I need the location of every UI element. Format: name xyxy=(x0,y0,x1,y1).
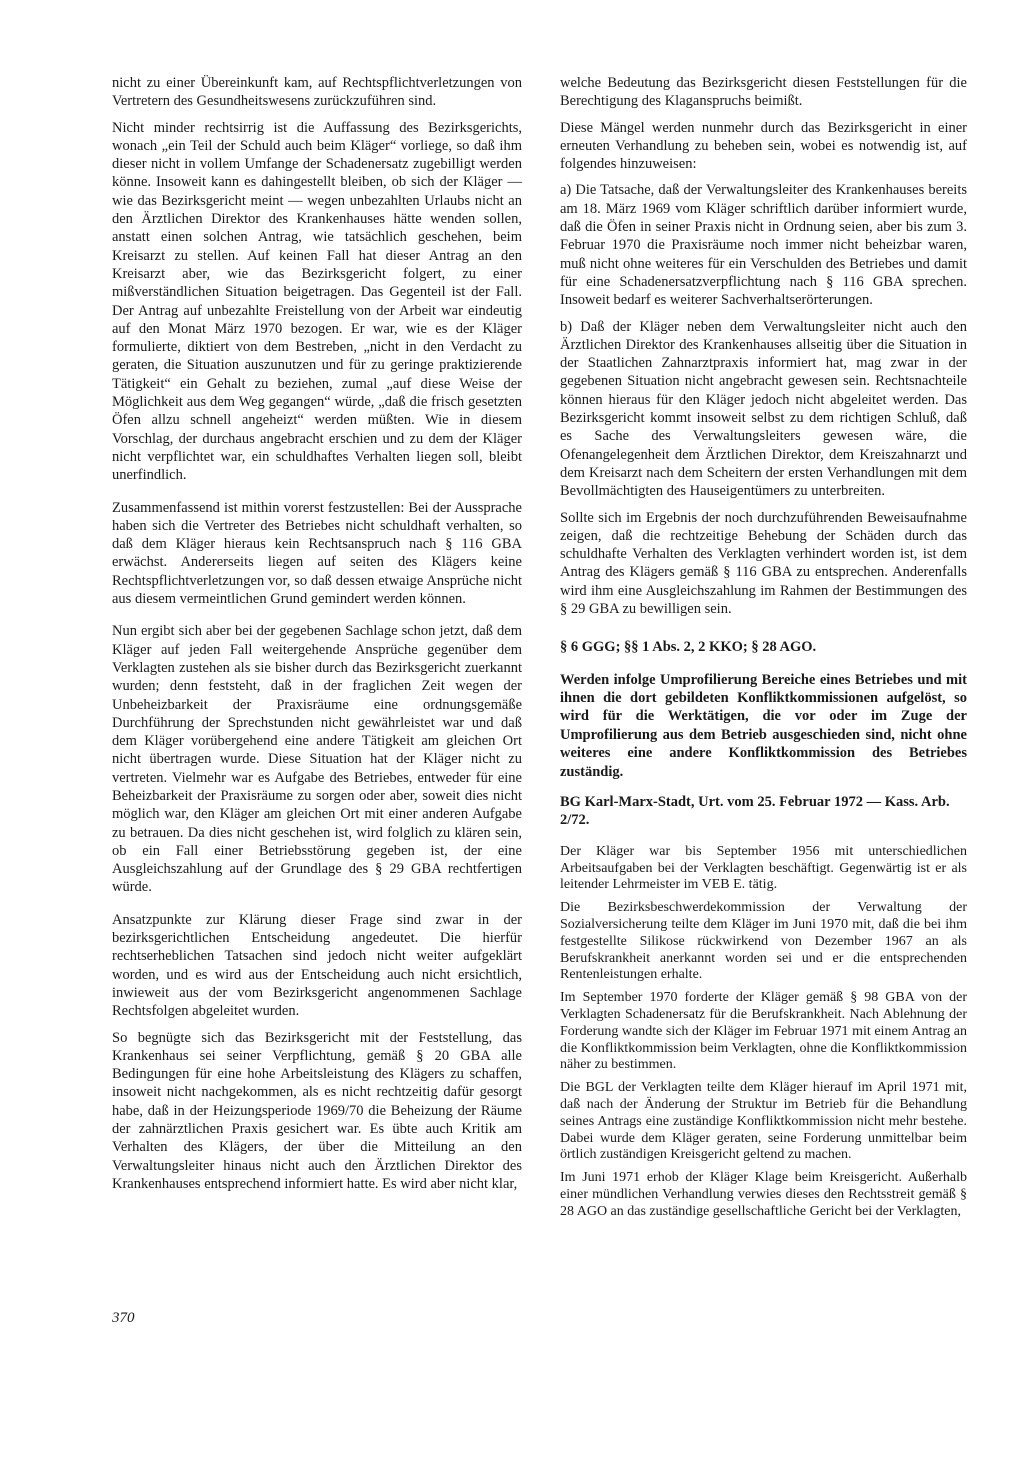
paragraph: b) Daß der Kläger neben dem Verwaltungsleiter nicht auch den Ärztlichen Direktor des Krankenhauses allseitig über die Situation in der Staatlichen Zahnarztpraxis informiert hat, mag zwar in der gegebenen Situation nicht angebracht gewesen sein. Rechtsnachteile können hieraus für den Kläger jedoch nicht abgeleitet werden. Das Bezirksgericht kommt insoweit selbst zu dem richtigen Schluß, daß es Sache des Verwaltungsleiters gewesen wäre, die Ofenangelegenheit dem Ärztlichen Direktor, dem Kreiszahnarzt und dem Kreisarzt nach dem Scheitern der ersten Verhandlungen mit dem Bevollmächtigten des Hauseigentümers zu unterbreiten. xyxy=(560,318,967,500)
paragraph: Sollte sich im Ergebnis der noch durchzuführenden Beweisaufnahme zeigen, daß die rechtzeitige Behebung der Schäden durch das schuldhafte Verhalten des Verklagten verhindert worden ist, ist dem Antrag des Klägers gemäß § 116 GBA zu entsprechen. Anderenfalls wird ihm eine Ausgleichszahlung im Rahmen der Bestimmungen des § 29 GBA zu bewilligen sein. xyxy=(560,509,967,618)
paragraph: Im Juni 1971 erhob der Kläger Klage beim Kreisgericht. Außerhalb einer mündlichen Verhandlung verwies dieses den Rechtsstreit gemäß § 28 AGO an das zuständige gesellschaftliche Gericht bei der Verklagten, xyxy=(560,1170,967,1219)
section-heading: § 6 GGG; §§ 1 Abs. 2, 2 KKO; § 28 AGO. xyxy=(560,639,817,656)
paragraph: Der Kläger war bis September 1956 mit unterschiedlichen Arbeitsaufgaben bei der Verklagten beschäftigt. Gegenwärtig ist er als leitender Lehrmeister im VEB E. tätig. xyxy=(560,843,967,893)
paragraph: nicht zu einer Übereinkunft kam, auf Rechtspflichtverletzungen von Vertretern des Gesundheitswesens zurückzuführen sind. xyxy=(112,75,522,110)
paragraph: So begnügte sich das Bezirksgericht mit der Feststellung, das Krankenhaus sei seiner Verpflichtung, gemäß § 20 GBA alle Bedingungen für eine hohe Arbeitsleistung des Klägers zu schaffen, insoweit nicht nachgekommen, als es nicht rechtzeitig dafür gesorgt habe, daß in der Heizungsperiode 1969/70 die Beheizung der Räume der zahnärztlichen Praxis gesichert war. Es übte auch Kritik am Verhalten des Klägers, der über die Mitteilung an den Verwaltungsleiter hinaus nicht auch den Ärztlichen Direktor des Krankenhauses entsprechend informiert hatte. Es wird aber nicht klar, xyxy=(112,1029,522,1192)
paragraph: Die BGL der Verklagten teilte dem Kläger hierauf im April 1971 mit, daß nach der Änderung der Struktur im Betrieb für die Behandlung seines Antrags eine zuständige Konfliktkommission nicht mehr bestehe. Dabei wurde dem Kläger geraten, seine Forderung unmittelbar beim örtlich zuständigen Kreisgericht geltend zu machen. xyxy=(560,1080,967,1163)
paragraph: Nun ergibt sich aber bei der gegebenen Sachlage schon jetzt, daß dem Kläger auf jeden Fall weitergehende Ansprüche gegenüber dem Verklagten zustehen als sie bisher durch das Bezirksgericht zuerkannt wurden; denn feststeht, daß in der fraglichen Zeit wegen der Unbeheizbarkeit der Praxisräume eine ordnungsgemäße Durchführung der Sprechstunden nicht gewährleistet war und daß dem Kläger vorübergehend eine andere Tätigkeit am gleichen Ort nicht übertragen wurde. Diese Situation hat der Kläger nicht zu vertreten. Vielmehr war es Aufgabe des Betriebes, entweder für eine Beheizbarkeit der Praxisräume zu sorgen oder aber, soweit dies nicht möglich war, den Kläger am gleichen Ort mit einer anderen Aufgabe zu betrauen. Da dies nicht geschehen ist, wird folglich zu klären sein, ob ein Fall einer Betriebsstörung gegeben ist, der eine Ausgleichszahlung auf der Grundlage des § 29 GBA rechtfertigen würde. xyxy=(112,623,522,896)
paragraph: Zusammenfassend ist mithin vorerst festzustellen: Bei der Aussprache haben sich die Vertreter des Betriebes nicht schuldhaft verhalten, so daß dem Kläger hieraus kein Rechtsanspruch nach § 116 GBA erwächst. Andererseits liegen auf seiten des Klägers keine Rechtspflichtverletzungen vor, so daß dessen etwaige Ansprüche nicht aus diesem vermeintlichen Grund gemindert werden können. xyxy=(112,499,522,608)
court-citation: BG Karl-Marx-Stadt, Urt. vom 25. Februar 1972 — Kass. Arb. 2/72. xyxy=(560,794,950,829)
paragraph: Diese Mängel werden nunmehr durch das Bezirksgericht in einer erneuten Verhandlung zu beheben sein, wobei es notwendig ist, auf folgendes hinzuweisen: xyxy=(560,119,967,173)
page-number: 370 xyxy=(112,1310,135,1326)
right-column xyxy=(560,74,967,1227)
headnote: Werden infolge Umprofilierung Bereiche eines Betriebes und mit ihnen die dort gebildeten Konfliktkommissionen aufgelöst, so wird für die Werktätigen, die vor oder im Zuge der Umprofilierung aus dem Betrieb ausgeschieden sind, nicht ohne weiteres eine andere Konfliktkommission des Betriebes zuständig. xyxy=(560,671,967,780)
paragraph: Nicht minder rechtsirrig ist die Auffassung des Bezirksgerichts, wonach „ein Teil der Schuld auch beim Kläger“ vorliege, so daß ihm dieser nicht in vollem Umfange der Schadenersatz zugebilligt werden könne. Insoweit kann es dahingestellt bleiben, ob sich der Kläger — wie das Bezirksgericht meint — wegen unbezahlten Urlaubs nicht an den Ärztlichen Direktor des Krankenhauses hätte wenden sollen, anstatt einen solchen Antrag, wie tatsächlich geschehen, beim Kreisarzt zu stellen. Auf keinen Fall hat dieser Antrag an den Kreisarzt aber, wie das Bezirksgericht folgert, zu einer mißverständlichen Situation beigetragen. Das Gegenteil ist der Fall. Der Antrag auf unbezahlte Freistellung von der Arbeit war eindeutig auf den Monat März 1970 bezogen. Er war, wie es der Kläger formulierte, diktiert von dem Bestreben, „nicht in den Verdacht zu geraten, die Situation auszunutzen und für zu geringe praktizierende Tätigkeit“ ein Gehalt zu beziehen, zumal „auf diese Weise der Möglichkeit aus dem Weg gegangen“ würde, „daß die frisch gesetzten Öfen allzu schnell angeheizt“ werden müßten. Wie in diesem Vorschlag, der durchaus angebracht erschien und zu dem der Kläger nicht verpflichtet war, ein schuldhaftes Verhalten liegen soll, bleibt unerfindlich. xyxy=(112,119,522,484)
paragraph: Im September 1970 forderte der Kläger gemäß § 98 GBA von der Verklagten Schadenersatz für die Berufskrankheit. Nach Ablehnung der Forderung wandte sich der Kläger im Februar 1971 mit einem Antrag an die Konfliktkommission beim Verklagten, ohne die Konfliktkommission näher zu bestimmen. xyxy=(560,990,967,1073)
paragraph: Die Bezirksbeschwerdekommission der Verwaltung der Sozialversicherung teilte dem Kläger im Juni 1970 mit, daß die bei ihm festgestellte Silikose rückwirkend von Dezember 1967 an als Berufskrankheit anerkannt worden sei und er die entsprechenden Rentenleistungen erhalte. xyxy=(560,900,967,983)
paragraph: a) Die Tatsache, daß der Verwaltungsleiter des Krankenhauses bereits am 18. März 1969 vom Kläger schriftlich darüber informiert wurde, daß die Öfen in seiner Praxis nicht in Ordnung seien, aber bis zum 3. Februar 1970 die Praxisräume noch immer nicht beheizbar waren, muß nicht ohne weiteres für ein Verschulden des Betriebes und damit für eine Schadenersatzverpflichtung nach § 116 GBA sprechen. Insoweit bedarf es weiterer Sachverhaltserörterungen. xyxy=(560,182,967,309)
paragraph: welche Bedeutung das Bezirksgericht diesen Feststellungen für die Berechtigung des Klaganspruchs beimißt. xyxy=(560,75,967,110)
paragraph: Ansatzpunkte zur Klärung dieser Frage sind zwar in der bezirksgerichtlichen Entscheidung angedeutet. Die hierfür rechtserheblichen Tatsachen sind jedoch nicht weiter aufgeklärt worden, und es wird aus der Entscheidung auch nicht ersichtlich, inwieweit aus der vom Bezirksgericht angenommenen Sachlage Rechtsfolgen abgeleitet wurden. xyxy=(112,911,522,1020)
left-column xyxy=(112,74,522,1201)
